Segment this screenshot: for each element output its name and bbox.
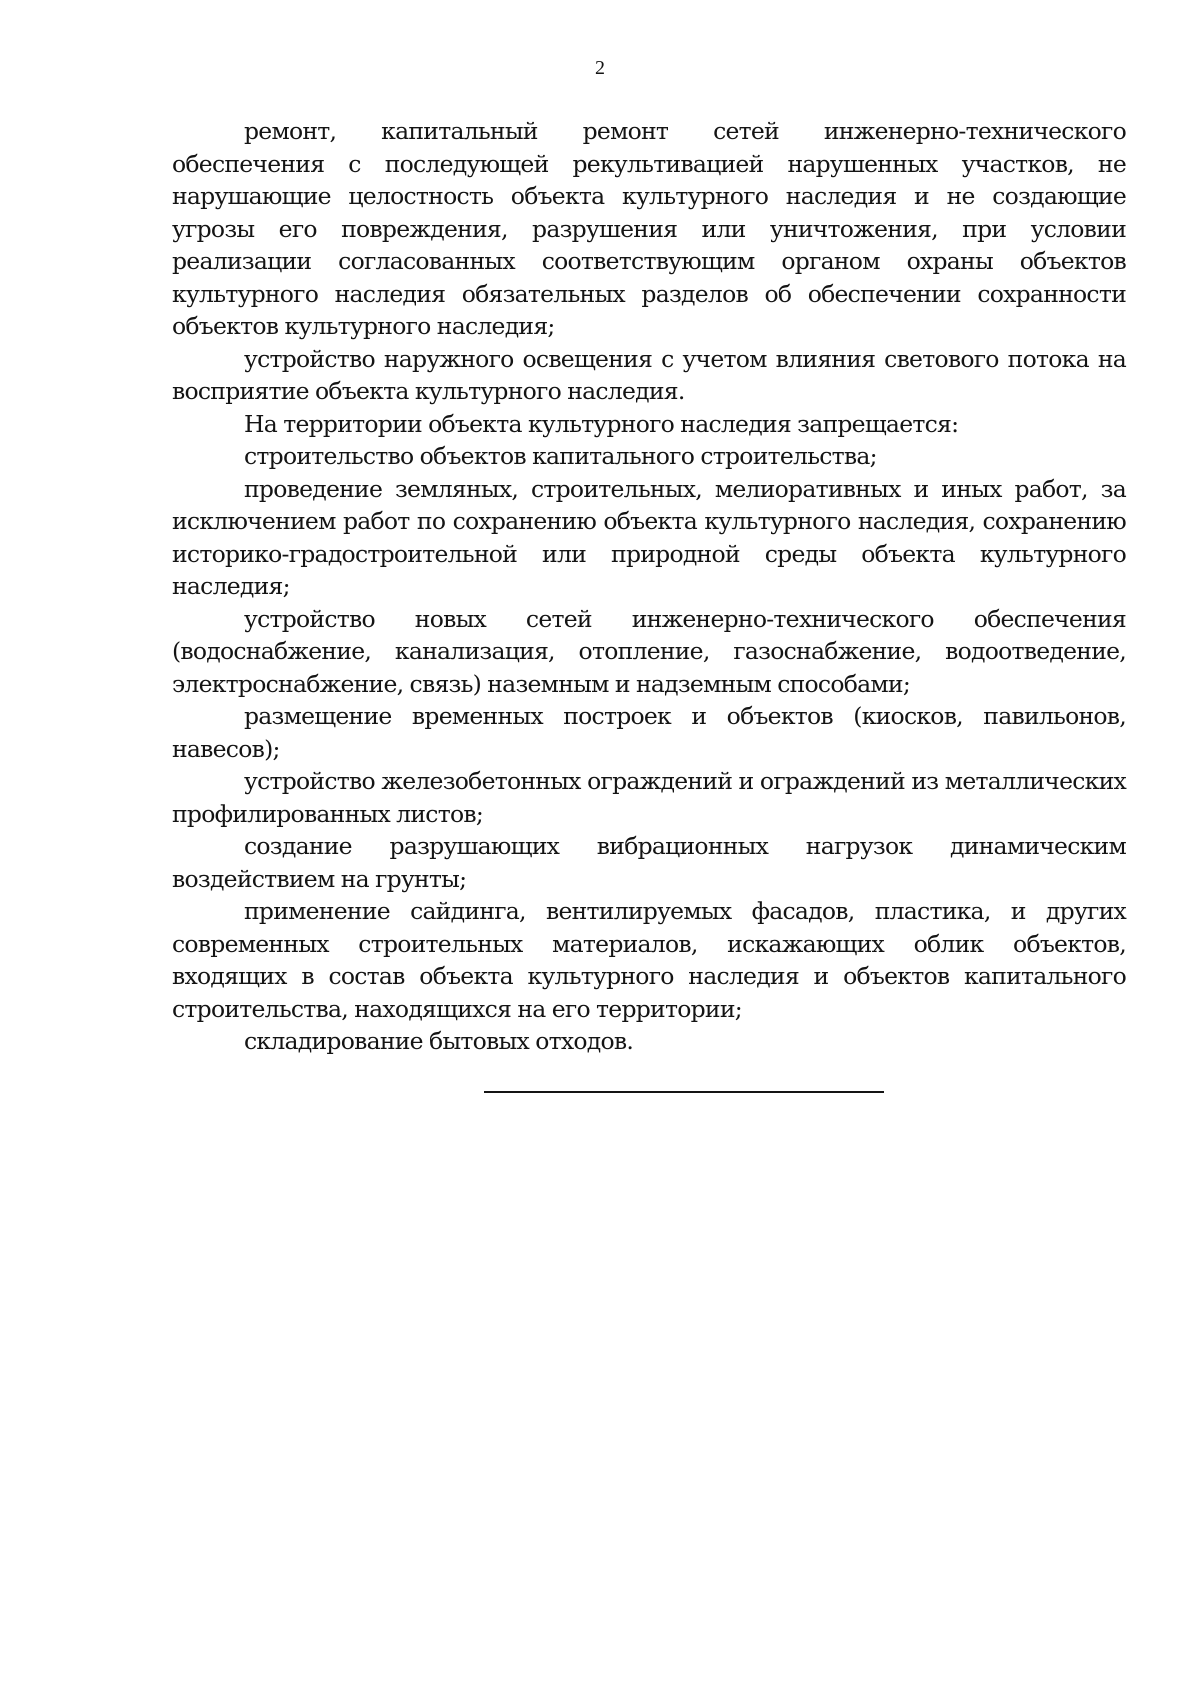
paragraph: устройство новых сетей инженерно-технического обеспечения (водоснабжение, канализация, отопление, газоснабжение, водоотведение, электроснабжение, связь) наземным и надземным способами; [172,604,1126,698]
paragraph: ремонт, капитальный ремонт сетей инженерно-технического обеспечения с последующей рекультивацией нарушенных участков, не нарушающие целостность объекта культурного наследия и не создающие угрозы его повреждения, разрушения или уничтожения, при условии реализации согласованных соответствующим органом охраны объектов культурного наследия обязательных разделов об обеспечении сохранности объектов культурного наследия; [172,117,1126,340]
paragraph: устройство железобетонных ограждений и ограждений из металлических профилированных листов; [172,767,1126,828]
paragraph: создание разрушающих вибрационных нагрузок динамическим воздействием на грунты; [172,832,1126,893]
paragraph: размещение временных построек и объектов (киосков, павильонов, навесов); [172,702,1126,763]
paragraph: применение сайдинга, вентилируемых фасадов, пластика, и других современных строительных материалов, искажающих облик объектов, входящих в состав объекта культурного наследия и объектов капитального строительства, находящихся на его территории; [172,897,1126,1023]
paragraph: строительство объектов капитального строительства; [244,442,877,470]
paragraph: На территории объекта культурного наследия запрещается: [244,409,959,438]
paragraph: устройство наружного освещения с учетом влияния светового потока на восприятие объекта культурного наследия. [172,344,1126,405]
page-number: 2 [595,57,605,79]
document-body [172,115,1126,1058]
paragraph: проведение земляных, строительных, мелиоративных и иных работ, за исключением работ по сохранению объекта культурного наследия, сохранению историко-градостроительной или природной среды объекта культурного наследия; [172,474,1126,600]
end-separator-line [484,1091,884,1093]
paragraph: складирование бытовых отходов. [244,1027,634,1055]
